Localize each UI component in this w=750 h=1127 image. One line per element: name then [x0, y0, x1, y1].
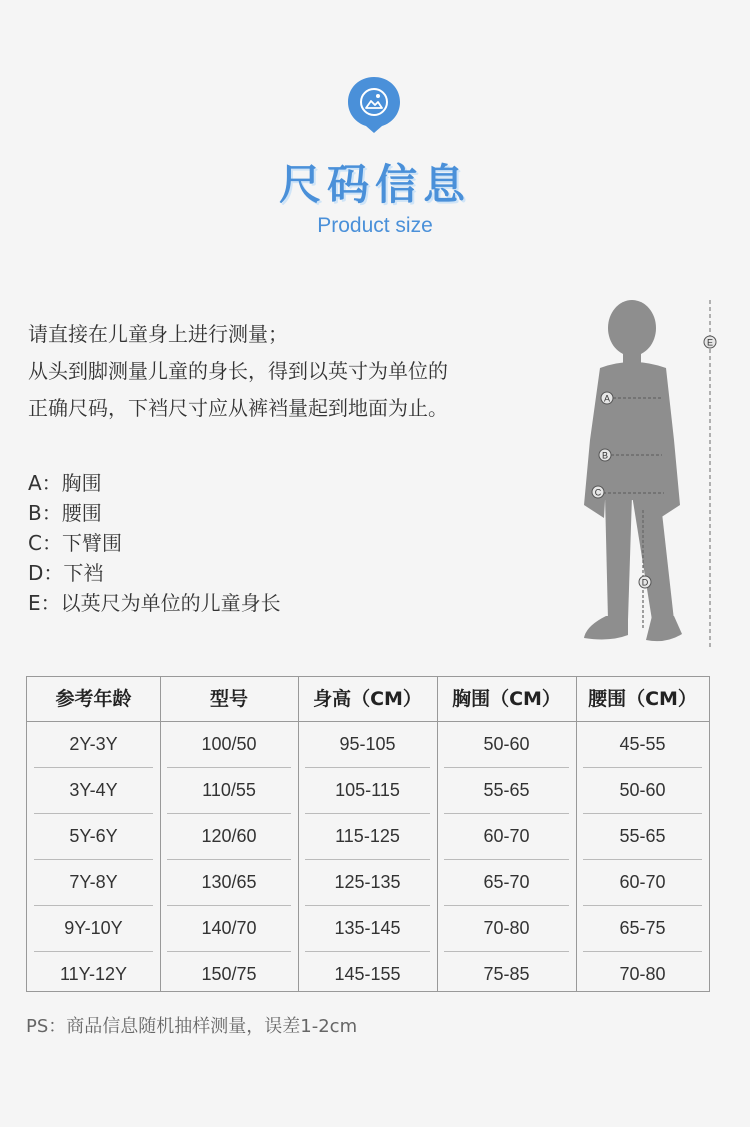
- marker-a: [601, 392, 613, 404]
- cell-height: 115-125: [305, 814, 430, 860]
- image-icon: [345, 75, 403, 133]
- marker-d: [639, 576, 651, 588]
- legend-item-c: C：下臂围: [28, 531, 122, 555]
- cell-age: 5Y-6Y: [34, 814, 153, 860]
- svg-text:D: D: [641, 577, 649, 588]
- child-silhouette-figure: [570, 290, 740, 660]
- legend-item-a: A：胸围: [28, 471, 102, 495]
- header-model: 型号: [160, 677, 298, 722]
- header-waist: 腰围（CM）: [576, 677, 709, 722]
- cell-model: 100/50: [167, 722, 291, 768]
- cell-waist: 50-60: [583, 768, 702, 814]
- column-age: [27, 677, 161, 991]
- measurement-note: PS：商品信息随机抽样测量，误差1-2cm: [26, 1016, 358, 1037]
- instruction-line: 从头到脚测量儿童的身长，得到以英寸为单位的: [28, 359, 448, 383]
- header-age: 参考年龄: [27, 677, 160, 722]
- cell-model: 120/60: [167, 814, 291, 860]
- cell-age: 11Y-12Y: [59, 964, 128, 984]
- column-waist: [576, 677, 709, 991]
- size-chart-table: [26, 676, 710, 992]
- cell-model: 150/75: [201, 964, 257, 984]
- cell-chest: 65-70: [444, 860, 569, 906]
- legend-item-b: B：腰围: [28, 501, 102, 525]
- measurement-legend: [28, 468, 281, 618]
- svg-text:A: A: [603, 393, 611, 404]
- instruction-line: 正确尺码，下裆尺寸应从裤裆量起到地面为止。: [28, 396, 448, 420]
- svg-text:C: C: [594, 487, 602, 498]
- cell-height: 145-155: [334, 964, 401, 984]
- cell-height: 125-135: [305, 860, 430, 906]
- cell-waist: 70-80: [619, 964, 666, 984]
- cell-chest: 60-70: [444, 814, 569, 860]
- legend-item-d: D：下裆: [28, 561, 104, 585]
- header-chest: 胸围（CM）: [437, 677, 576, 722]
- header: [0, 0, 750, 260]
- marker-e: [704, 336, 716, 348]
- cell-model: 140/70: [167, 906, 291, 952]
- column-chest: [437, 677, 577, 991]
- svg-text:E: E: [706, 337, 714, 348]
- page-title: 尺码信息: [278, 160, 471, 209]
- cell-chest: 75-85: [483, 964, 530, 984]
- column-model: [160, 677, 299, 991]
- cell-chest: 70-80: [444, 906, 569, 952]
- cell-chest: 55-65: [444, 768, 569, 814]
- cell-waist: 65-75: [583, 906, 702, 952]
- legend-item-e: E：以英尺为单位的儿童身长: [28, 591, 281, 615]
- measurement-instructions: [28, 316, 568, 427]
- cell-waist: 60-70: [583, 860, 702, 906]
- cell-waist: 45-55: [583, 722, 702, 768]
- cell-age: 3Y-4Y: [34, 768, 153, 814]
- cell-model: 130/65: [167, 860, 291, 906]
- svg-text:B: B: [601, 450, 609, 461]
- cell-age: 7Y-8Y: [34, 860, 153, 906]
- header-height: 身高（CM）: [298, 677, 437, 722]
- instruction-line: 请直接在儿童身上进行测量；: [28, 322, 288, 346]
- column-height: [298, 677, 438, 991]
- cell-height: 135-145: [305, 906, 430, 952]
- cell-height: 95-105: [305, 722, 430, 768]
- marker-c: [592, 486, 604, 498]
- marker-b: [599, 449, 611, 461]
- page-subtitle: Product size: [317, 214, 433, 237]
- cell-age: 9Y-10Y: [34, 906, 153, 952]
- cell-chest: 50-60: [444, 722, 569, 768]
- cell-waist: 55-65: [583, 814, 702, 860]
- cell-height: 105-115: [305, 768, 430, 814]
- cell-age: 2Y-3Y: [34, 722, 153, 768]
- cell-model: 110/55: [167, 768, 291, 814]
